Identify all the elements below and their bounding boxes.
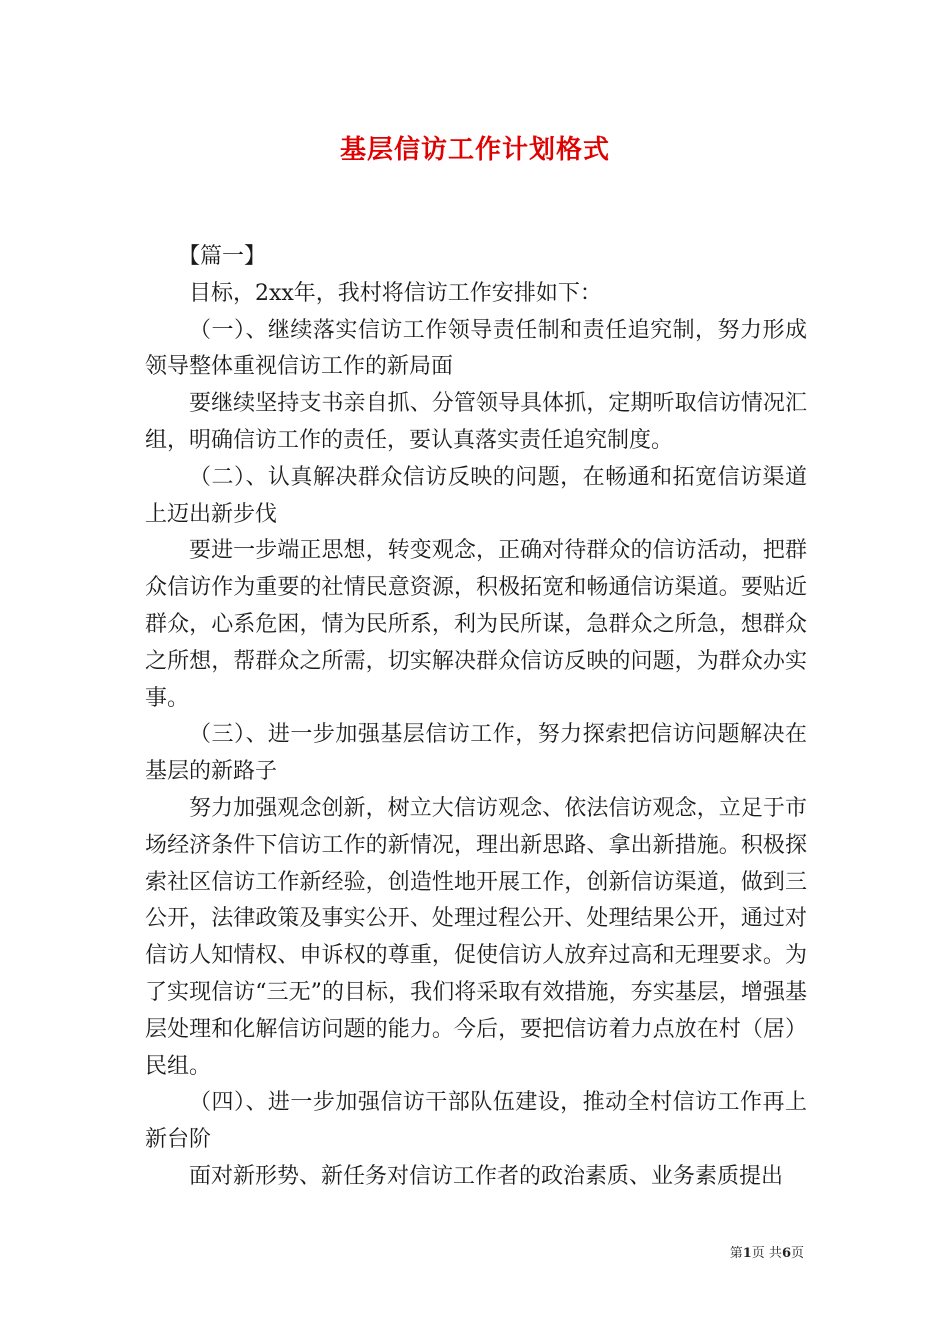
heading-item-1: （一）、继续落实信访工作领导责任制和责任追究制，努力形成领导整体重视信访工作的新局面 [145, 317, 807, 380]
paragraph-item-2: 要进一步端正思想，转变观念，正确对待群众的信访活动，把群众信访作为重要的社情民意资源，积极拓宽和畅通信访渠道。要贴近群众，心系危困，情为民所系，利为民所谋，急群众之所急，想群众之所想，帮群众之所需，切实解决群众信访反映的问题，为群众办实事。 [145, 538, 807, 711]
heading-item-4: （四）、进一步加强信访干部队伍建设，推动全村信访工作再上新台阶 [145, 1090, 807, 1153]
footer-prefix: 第 [729, 1246, 743, 1261]
paragraph-item-1: 要继续坚持支书亲自抓、分管领导具体抓，定期听取信访情况汇组，明确信访工作的责任，要认真落实责任追究制度。 [145, 391, 807, 453]
section-label: 【篇一】 [178, 244, 267, 269]
paragraph-item-4: 面对新形势、新任务对信访工作者的政治素质、业务素质提出 [189, 1163, 784, 1189]
paragraph-goal: 目标，2xx年，我村将信访工作安排如下： [189, 280, 602, 306]
footer-suffix: 页 [790, 1246, 804, 1261]
document-title: 基层信访工作计划格式 [339, 135, 610, 165]
footer-current-page: 1 [742, 1246, 752, 1261]
page-footer [730, 1245, 804, 1263]
document-body [145, 239, 807, 1196]
heading-item-2: （二）、认真解决群众信访反映的问题，在畅通和拓宽信访渠道上迈出新步伐 [145, 464, 807, 527]
footer-total-pages: 6 [781, 1246, 791, 1261]
footer-middle: 页 共 [751, 1246, 782, 1261]
heading-item-3: （三）、进一步加强基层信访工作，努力探索把信访问题解决在基层的新路子 [145, 722, 807, 785]
paragraph-item-3: 努力加强观念创新，树立大信访观念、依法信访观念，立足于市场经济条件下信访工作的新情况，理出新思路、拿出新措施。积极探索社区信访工作新经验，创造性地开展工作，创新信访渠道，做到三公开，法律政策及事实公开、处理过程公开、处理结果公开，通过对信访人知情权、申诉权的尊重，促使信访人放弃过高和无理要求。为了实现信访“三无”的目标，我们将采取有效措施，夯实基层，增强基层处理和化解信访问题的能力。今后，要把信访着力点放在村（居）民组。 [145, 795, 807, 1079]
